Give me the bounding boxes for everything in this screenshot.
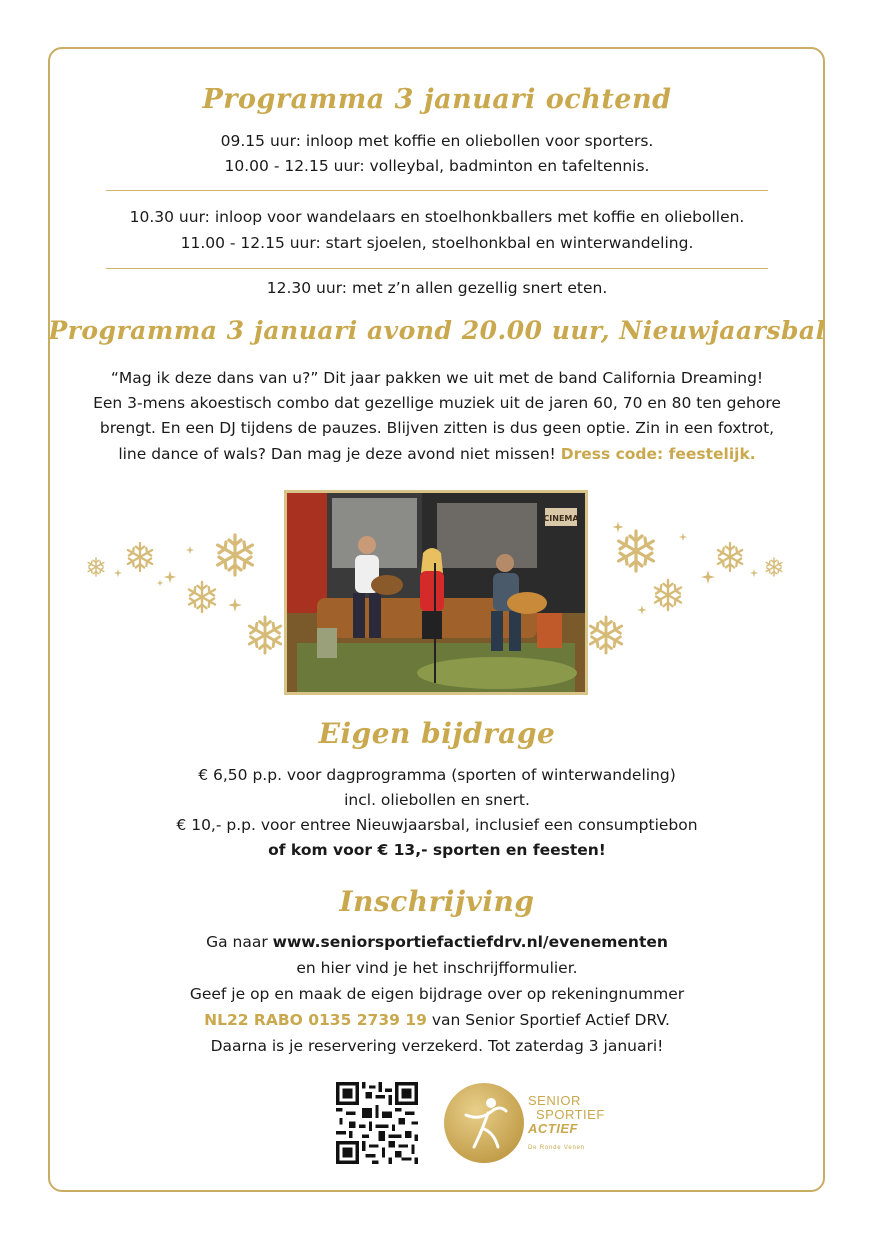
divider (106, 268, 768, 269)
registration-link[interactable]: www.seniorsportiefactiefdrv.nl/evenementen (272, 933, 668, 951)
contribution-line-3: € 10,- p.p. voor entree Nieuwjaarsbal, inclusief een consumptiebon (176, 816, 698, 834)
morning-line-2: 10.00 - 12.15 uur: volleybal, badminton en tafeltennis. (224, 157, 650, 175)
snowflake-decoration-right-icon (588, 515, 793, 665)
heading-contribution: Eigen bijdrage (318, 717, 556, 750)
registration-line-1 (0, 932, 874, 952)
registration-line-5: Daarna is je reservering verzekerd. Tot zaterdag 3 januari! (210, 1037, 664, 1055)
logo-word-senior: SENIOR (528, 1093, 581, 1108)
morning-line-4: 11.00 - 12.15 uur: start sjoelen, stoelhonkbal en winterwandeling. (180, 234, 694, 252)
cinema-sign-text: CINEMA (543, 514, 579, 523)
registration-line-3: Geef je op en maak de eigen bijdrage over op rekeningnummer (189, 985, 685, 1003)
senior-sportief-actief-logo (444, 1081, 624, 1167)
band-photo-image (287, 493, 585, 692)
evening-line-2: Een 3-mens akoestisch combo dat gezellige muziek uit de jaren 60, 70 en 80 ten gehore (93, 394, 781, 412)
iban: NL22 RABO 0135 2739 19 (204, 1011, 427, 1029)
registration-line-4 (0, 1010, 874, 1030)
contribution-line-1: € 6,50 p.p. voor dagprogramma (sporten of winterwandeling) (198, 766, 676, 784)
dress-code: Dress code: feestelijk. (560, 445, 756, 463)
morning-line-5: 12.30 uur: met z’n allen gezellig snert eten. (266, 279, 608, 297)
heading-evening-program: Programma 3 januari avond 20.00 uur, Nieuwjaarsbal (48, 316, 826, 345)
evening-line-4-text: line dance of wals? Dan mag je deze avond niet missen! (118, 445, 556, 463)
registration-line-2: en hier vind je het inschrijfformulier. (296, 959, 578, 977)
divider (106, 190, 768, 191)
snowflake-decoration-left-icon (80, 515, 285, 665)
band-photo (284, 490, 588, 695)
contribution-line-2: incl. oliebollen en snert. (344, 791, 530, 809)
qr-code-icon[interactable] (336, 1082, 418, 1164)
morning-line-1: 09.15 uur: inloop met koffie en oliebollen voor sporters. (220, 132, 654, 150)
logo-word-sportief: SPORTIEF (536, 1107, 605, 1122)
logo-tagline: De Ronde Venen (528, 1145, 585, 1151)
evening-line-4 (0, 444, 874, 464)
contribution-line-4: of kom voor € 13,- sporten en feesten! (268, 841, 606, 859)
heading-morning-program: Programma 3 januari ochtend (202, 84, 672, 115)
evening-line-1: “Mag ik deze dans van u?” Dit jaar pakken we uit met de band California Dreaming! (110, 369, 764, 387)
morning-line-3: 10.30 uur: inloop voor wandelaars en stoelhonkballers met koffie en oliebollen. (129, 208, 745, 226)
logo-word-actief: ACTIEF (528, 1121, 578, 1136)
heading-registration: Inschrijving (339, 885, 535, 918)
registration-line-1-prefix: Ga naar (206, 933, 268, 951)
evening-line-3: brengt. En een DJ tijdens de pauzes. Blijven zitten is dus geen optie. Zin in een foxtrot, (99, 419, 775, 437)
registration-line-4-suffix: van Senior Sportief Actief DRV. (431, 1011, 670, 1029)
